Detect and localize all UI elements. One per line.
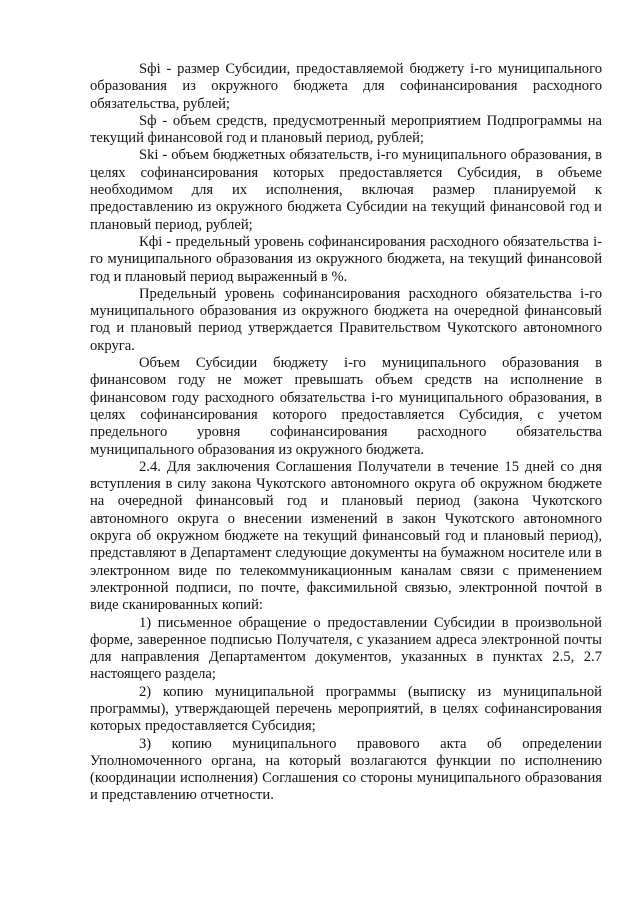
paragraph-sf-definition: Sф - объем средств, предусмотренный мероприятием Подпрограммы на текущий финансовой год и плановый период, рублей; [90, 112, 602, 147]
paragraph-sfi-definition: Sфi - размер Субсидии, предоставляемой бюджету i-го муниципального образования из окружного бюджета для софинансирования расходного обязательства, рублей; [90, 61, 602, 112]
paragraph-section-2-4: 2.4. Для заключения Соглашения Получатели в течение 15 дней со дня вступления в силу закона Чукотского автономного округа об окружном бюджете на очередной финансовый год и плановый период (закона Чукотского автономного округа о внесении изменений в закон Чукотского автономного округа об окружном бюджете на текущий финансовый год и плановый период), представляют в Департамент следующие документы на бумажном носителе или в электронном виде по телекоммуникационным каналам связи с применением электронной подписи, по почте, факсимильной связью, электронной почтой в виде сканированных копий: [90, 458, 602, 614]
document-body [90, 61, 602, 805]
paragraph-subsidy-limit: Объем Субсидии бюджету i-го муниципального образования в финансовом году не может превышать объем средств на исполнение в финансовом году расходного обязательства i-го муниципального образования, в целях софинансирования которого предоставляется Субсидия, с учетом предельного уровня софинансирования расходного обязательства муниципального образования из окружного бюджета. [90, 355, 602, 458]
list-item-2: 2) копию муниципальной программы (выписку из муниципальной программы), утверждающей перечень мероприятий, в целях софинансирования которых предоставляется Субсидия; [90, 683, 602, 735]
paragraph-kfi-definition: Кфi - предельный уровень софинансирования расходного обязательства i-го муниципального образования из окружного бюджета, на текущий финансовой год и плановый период выраженный в %. [90, 233, 602, 285]
list-item-3: 3) копию муниципального правового акта об определении Уполномоченного органа, на который возлагаются функции по исполнению (координации исполнения) Соглашения со стороны муниципального образования и представлению отчетности. [90, 735, 602, 804]
paragraph-cofinancing-level: Предельный уровень софинансирования расходного обязательства i-го муниципального образования из окружного бюджета на очередной финансовый год и плановый период утверждается Правительством Чукотского автономного округа. [90, 285, 602, 354]
list-item-1: 1) письменное обращение о предоставлении Субсидии в произвольной форме, заверенное подписью Получателя, с указанием адреса электронной почты для направления Департаментом документов, указанных в пунктах 2.5, 2.7 настоящего раздела; [90, 614, 602, 683]
paragraph-ski-definition: Ski - объем бюджетных обязательств, i-го муниципального образования, в целях софинансирования которых предоставляется Субсидия, в объеме необходимом для их исполнения, включая размер планируемой к предоставлению из окружного бюджета Субсидии на текущий финансовой год и плановый период, рублей; [90, 147, 602, 233]
